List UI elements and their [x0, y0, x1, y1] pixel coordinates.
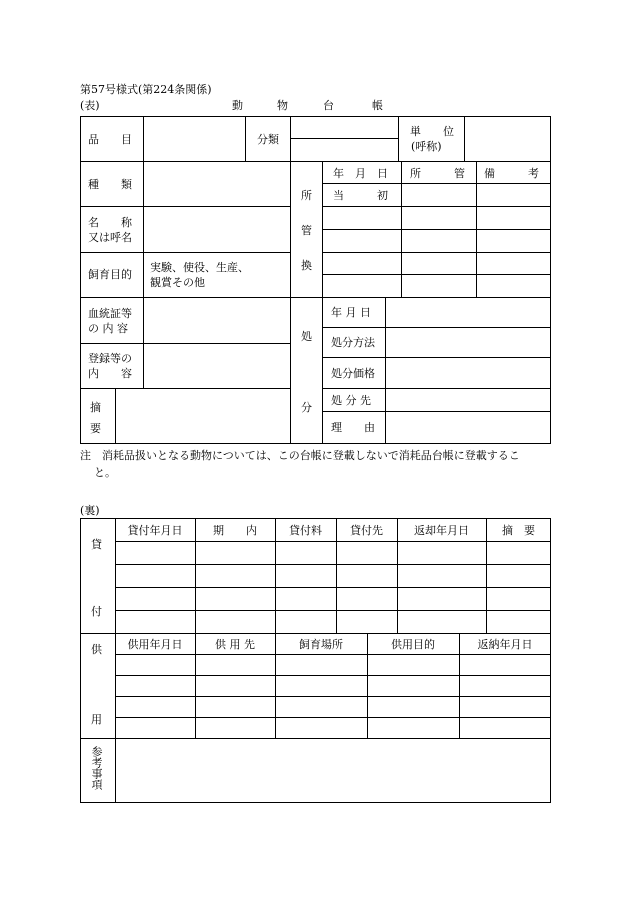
rule	[80, 297, 551, 298]
rule	[143, 116, 144, 388]
shiiku-value-1: 実験、使役、生産、	[150, 261, 249, 274]
rule	[322, 357, 551, 358]
label-tekiyo-1: 摘	[90, 401, 101, 414]
label-shobun-nengappi: 年 月 日	[331, 306, 371, 319]
loan-header-3: 貸付料	[289, 524, 322, 537]
rule	[398, 116, 399, 161]
label-kashitsuke-1: 貸	[91, 538, 102, 551]
label-shobun-saki: 処 分 先	[331, 394, 371, 407]
loan-header-1: 貸付年月日	[127, 524, 183, 537]
title-char-4: 帳	[372, 99, 383, 112]
rule	[290, 138, 398, 139]
rule	[115, 518, 116, 803]
form-number: 第57号様式(第224条関係)	[80, 83, 212, 96]
rule	[80, 343, 290, 344]
rule	[322, 206, 551, 207]
label-shobun-1: 処	[301, 330, 312, 343]
use-header-2: 供 用 先	[215, 638, 255, 651]
back-label: (裏)	[80, 504, 100, 517]
use-header-3: 飼育場所	[299, 638, 343, 651]
header-shokan: 所 管	[410, 167, 465, 180]
rule	[115, 675, 551, 676]
label-shokan-3: 換	[301, 259, 312, 272]
rule	[322, 229, 551, 230]
rule	[464, 116, 465, 161]
label-meishou-1: 名 称	[88, 216, 132, 229]
rule	[290, 161, 551, 162]
front-label: (表)	[80, 99, 100, 112]
rule	[80, 738, 551, 739]
back-table	[80, 518, 551, 803]
label-kyoyo-1: 供	[91, 643, 102, 656]
rule	[115, 587, 551, 588]
label-kettou-1: 血統証等	[88, 307, 132, 320]
rule	[115, 696, 551, 697]
label-kyoyo-2: 用	[91, 713, 102, 726]
label-tani: 単 位	[410, 125, 454, 138]
label-touroku-2: 内 容	[88, 367, 132, 380]
title-char-2: 物	[277, 99, 288, 112]
label-shobun-kakaku: 処分価格	[331, 367, 375, 380]
label-kashitsuke-2: 付	[91, 605, 102, 618]
label-koshou: (呼称)	[411, 140, 442, 153]
label-meishou-2: 又は呼名	[88, 231, 132, 244]
rule	[322, 252, 551, 253]
rule	[80, 252, 290, 253]
rule	[115, 654, 551, 655]
rule	[80, 633, 551, 634]
label-shurui: 種 類	[88, 178, 132, 191]
rule	[385, 297, 386, 444]
title-char-3: 台	[323, 99, 334, 112]
label-kettou-2: の 内 容	[88, 322, 128, 335]
label-toushou: 当 初	[333, 189, 388, 202]
note-line-2: と。	[94, 466, 116, 479]
rule	[290, 116, 291, 444]
label-riyu: 理 由	[331, 421, 375, 434]
rule	[80, 206, 290, 207]
rule	[322, 327, 551, 328]
label-touroku-1: 登録等の	[88, 352, 132, 365]
rule	[322, 183, 551, 184]
label-shokan-1: 所	[301, 189, 312, 202]
label-bunrui: 分類	[257, 133, 279, 146]
rule	[322, 388, 551, 389]
loan-header-6: 摘 要	[502, 524, 535, 537]
header-nengappi: 年 月 日	[333, 167, 388, 180]
rule	[322, 411, 551, 412]
label-shobun-houhou: 処分方法	[331, 336, 375, 349]
label-hinmoku: 品 目	[88, 133, 132, 146]
rule	[80, 388, 290, 389]
label-shobun-2: 分	[301, 401, 312, 414]
label-tekiyo-2: 要	[90, 422, 101, 435]
label-sanko: 参考事項	[90, 746, 103, 790]
rule	[115, 388, 116, 444]
title-char-1: 動	[232, 99, 243, 112]
rule	[245, 116, 246, 161]
rule	[115, 564, 551, 565]
loan-header-4: 貸付先	[350, 524, 383, 537]
rule	[115, 610, 551, 611]
rule	[115, 541, 551, 542]
rule	[80, 161, 322, 162]
use-header-1: 供用年月日	[127, 638, 183, 651]
label-shiiku: 飼育目的	[88, 268, 132, 281]
note-line-1: 注 消耗品扱いとなる動物については、この台帳に登載しないで消耗品台帳に登載するこ	[80, 449, 520, 462]
loan-header-2: 期 内	[213, 524, 257, 537]
label-shokan-2: 管	[301, 224, 312, 237]
shiiku-value-2: 観賞その他	[150, 276, 205, 289]
rule	[322, 161, 323, 444]
rule	[322, 274, 551, 275]
header-biko: 備 考	[484, 167, 539, 180]
rule	[115, 717, 551, 718]
use-header-4: 供用目的	[391, 638, 435, 651]
loan-header-5: 返却年月日	[414, 524, 469, 537]
use-header-5: 返納年月日	[477, 638, 533, 651]
